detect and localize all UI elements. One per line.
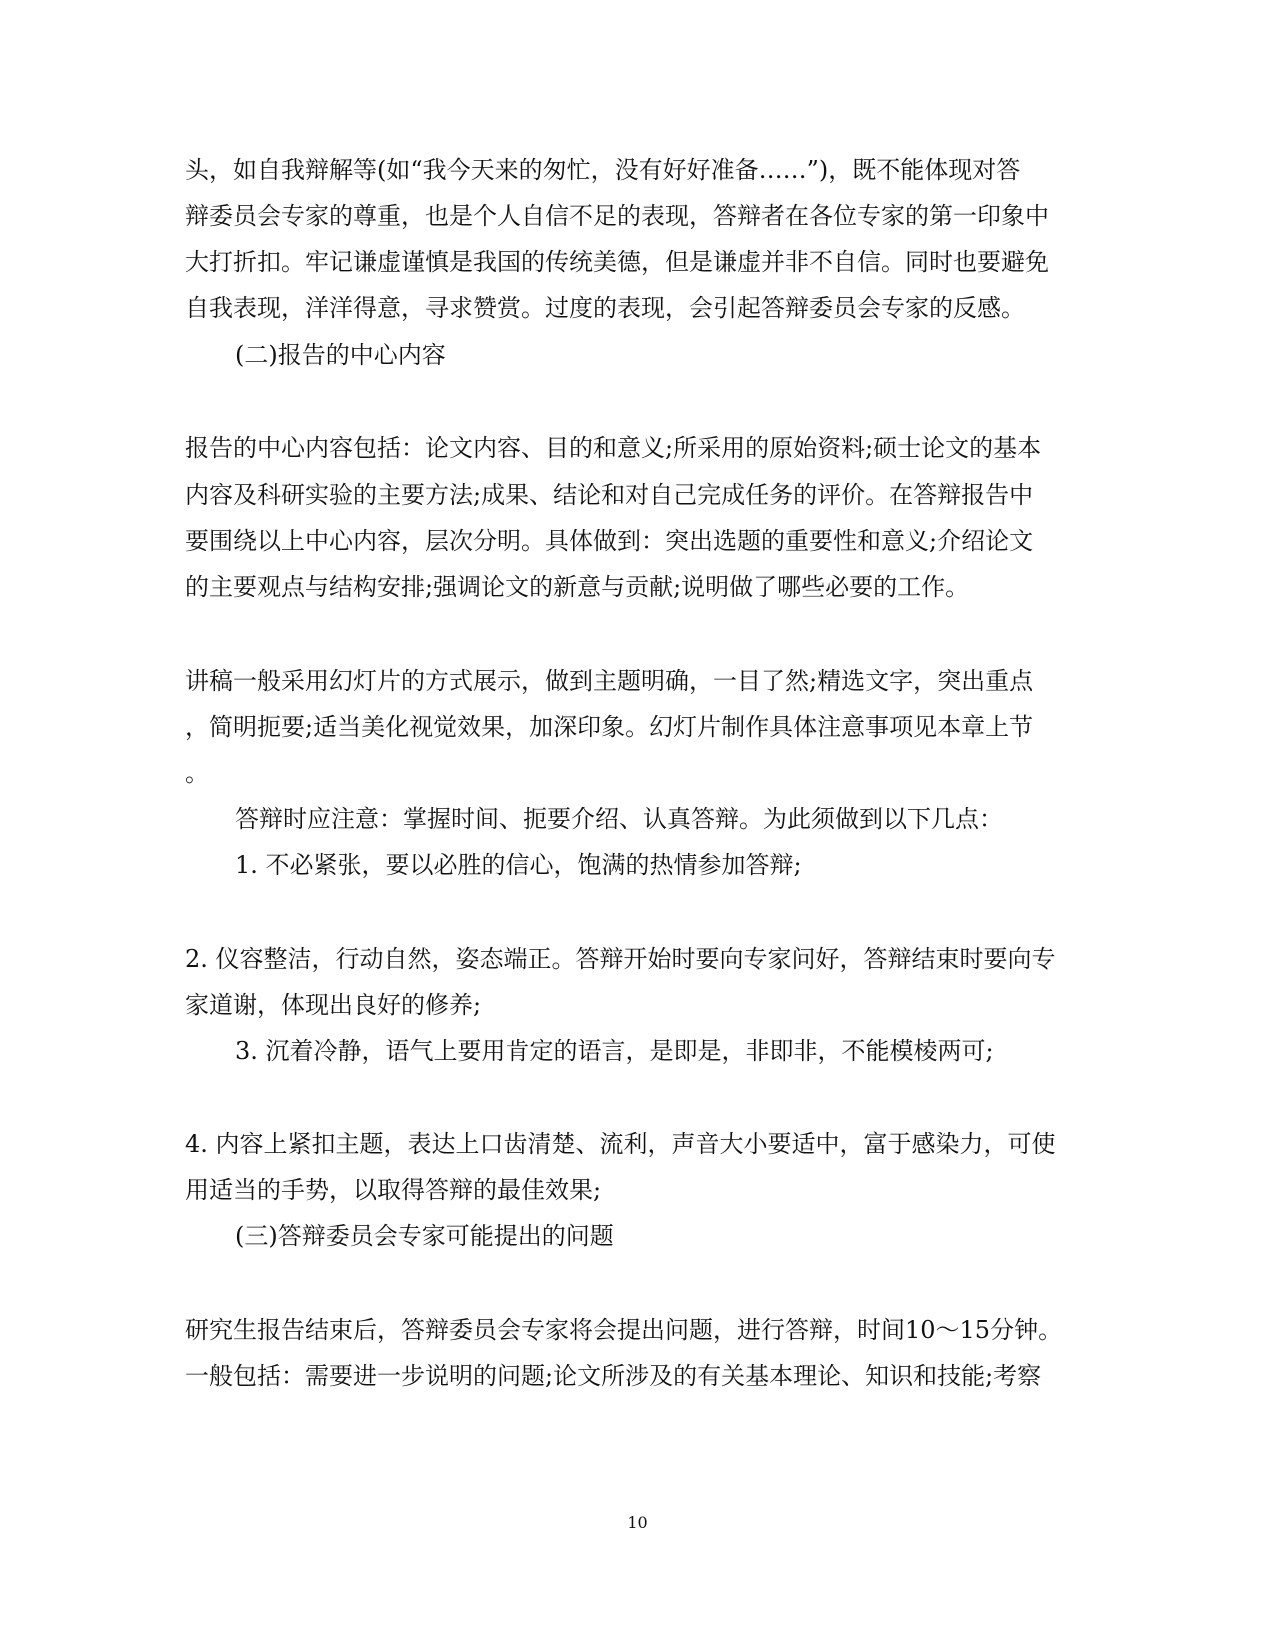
text-line: 要围绕以上中心内容，层次分明。具体做到：突出选题的重要性和意义;介绍论文 <box>185 527 1034 555</box>
text-line: 自我表现，洋洋得意，寻求赞赏。过度的表现，会引起答辩委员会专家的反感。 <box>185 294 1025 322</box>
section-heading: (二)报告的中心内容 <box>235 341 446 369</box>
list-item: 4. 内容上紧扣主题，表达上口齿清楚、流利，声音大小要适中，富于感染力，可使 <box>185 1130 1056 1158</box>
text-line: 讲稿一般采用幻灯片的方式展示，做到主题明确，一目了然;精选文字，突出重点 <box>185 667 1034 695</box>
text-line: 头，如自我辩解等(如“我今天来的匆忙，没有好好准备……”)，既不能体现对答 <box>185 156 1021 184</box>
text-line: 用适当的手势，以取得答辩的最佳效果; <box>185 1176 602 1204</box>
text-line: 。 <box>185 759 209 787</box>
list-item: 2. 仪容整洁，行动自然，姿态端正。答辩开始时要向专家问好，答辩结束时要向专 <box>185 945 1056 973</box>
text-line: 一般包括：需要进一步说明的问题;论文所涉及的有关基本理论、知识和技能;考察 <box>185 1362 1042 1390</box>
text-line: ，简明扼要;适当美化视觉效果，加深印象。幻灯片制作具体注意事项见本章上节 <box>185 713 1034 741</box>
text-line: 家道谢，体现出良好的修养; <box>185 991 482 1019</box>
list-item: 1. 不必紧张，要以必胜的信心，饱满的热情参加答辩; <box>235 851 802 879</box>
text-line: 内容及科研实验的主要方法;成果、结论和对自己完成任务的评价。在答辩报告中 <box>185 481 1034 509</box>
text-line: 研究生报告结束后，答辩委员会专家将会提出问题，进行答辩，时间10～15分钟。 <box>185 1316 1063 1344</box>
list-item: 3. 沉着冷静，语气上要用肯定的语言，是即是，非即非，不能模棱两可; <box>235 1037 994 1065</box>
text-line: 答辩时应注意：掌握时间、扼要介绍、认真答辩。为此须做到以下几点： <box>235 805 1003 833</box>
text-line: 大打折扣。牢记谦虚谨慎是我国的传统美德，但是谦虚并非不自信。同时也要避免 <box>185 248 1049 276</box>
section-heading: (三)答辩委员会专家可能提出的问题 <box>235 1222 614 1250</box>
text-line: 辩委员会专家的尊重，也是个人自信不足的表现，答辩者在各位专家的第一印象中 <box>185 202 1049 230</box>
text-line: 报告的中心内容包括：论文内容、目的和意义;所采用的原始资料;硕士论文的基本 <box>185 434 1042 462</box>
page-number: 10 <box>627 1513 648 1532</box>
text-line: 的主要观点与结构安排;强调论文的新意与贡献;说明做了哪些必要的工作。 <box>185 573 970 601</box>
